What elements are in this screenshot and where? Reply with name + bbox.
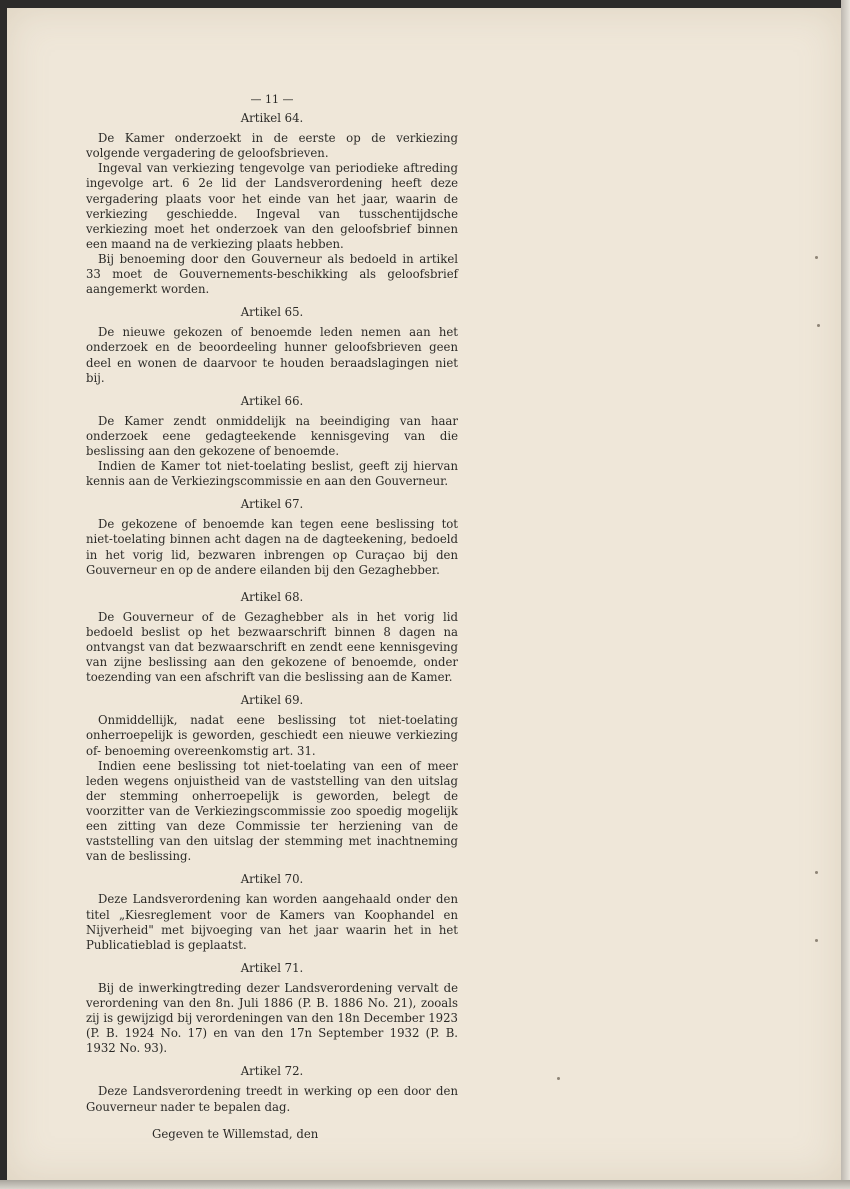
article-heading: Artikel 66. bbox=[240, 393, 304, 408]
paper-speck bbox=[815, 939, 818, 942]
article-paragraph: Bij de inwerkingtreding dezer Landsverordening vervalt de verordening van den 8n. Juli 1886 (P. B. 1886 No. 21), zooals zij is gewijzigd bij verordeningen van den 18n December 1923 (P. B. 1924 No. 17) en van den 17n September 1932 (P. B. 1932 No. 93). bbox=[86, 980, 458, 1056]
article-heading: Artikel 67. bbox=[240, 497, 304, 512]
article-heading: Artikel 70. bbox=[240, 872, 304, 887]
paper-speck bbox=[815, 256, 818, 259]
article-heading: Artikel 71. bbox=[240, 960, 304, 975]
article-paragraph: Ingeval van verkiezing tengevolge van periodieke aftreding ingevolge art. 6 2e lid der Landsverordening heeft deze vergadering plaats voor het einde van het jaar, waarin de verkiezing geschiedde. Ingeval van tusschentijdsche verkiezing moet het onderzoek van den geloofsbrief binnen een maand na de verkiezing plaats hebben. bbox=[86, 161, 458, 251]
article-heading: Artikel 64. bbox=[240, 111, 304, 126]
scanner-edge-bottom bbox=[0, 1180, 850, 1189]
article-heading: Artikel 65. bbox=[240, 305, 304, 320]
article-heading: Artikel 69. bbox=[240, 693, 304, 708]
article-paragraph: De Gouverneur of de Gezaghebber als in het vorig lid bedoeld beslist op het bezwaarschrift binnen 8 dagen na ontvangst van dat bezwaarschrift en zendt eene kennisgeving van zijne beslissing aan den gekozene of benoemde, onder toezending van een afschrift van die beslissing aan de Kamer. bbox=[86, 609, 458, 685]
article-paragraph: De Kamer onderzoekt in de eerste op de verkiezing volgende vergadering de geloofsbrieven. bbox=[86, 131, 458, 161]
article-paragraph: Deze Landsverordening kan worden aangehaald onder den titel „Kiesreglement voor de Kamers van Koophandel en Nijverheid" met bijvoeging van het jaar waarin het in het Publicatieblad is geplaatst. bbox=[86, 892, 458, 952]
article-paragraph: Onmiddellijk, nadat eene beslissing tot niet-toelating onherroepelijk is geworden, geschiedt een nieuwe verkiezing of- benoeming overeenkomstig art. 31. bbox=[86, 713, 458, 758]
article-heading: Artikel 68. bbox=[240, 589, 304, 604]
article-paragraph: Bij benoeming door den Gouverneur als bedoeld in artikel 33 moet de Gouvernements-beschikking als geloofsbrief aangemerkt worden. bbox=[86, 251, 458, 297]
article-paragraph: Indien eene beslissing tot niet-toelating van een of meer leden wegens onjuistheid van de vaststelling van den uitslag der stemming onherroepelijk is geworden, belegt de voorzitter van de Verkiezingscommissie zoo spoedig mogelijk een zitting van deze Commissie ter herziening van de vaststelling van den uitslag der stemming met inachtneming van de beslissing. bbox=[86, 758, 458, 864]
page-number: — 11 — bbox=[250, 93, 294, 106]
paper-speck bbox=[557, 1077, 560, 1080]
article-paragraph: De nieuwe gekozen of benoemde leden nemen aan het onderzoek en de beoordeeling hunner geloofsbrieven geen deel en wonen de daarvoor te houden beraadslagingen niet bij. bbox=[86, 325, 458, 385]
article-paragraph: Indien de Kamer tot niet-toelating beslist, geeft zij hiervan kennis aan de Verkiezingscommissie en aan den Gouverneur. bbox=[86, 459, 458, 489]
document-text bbox=[86, 92, 458, 1142]
article-heading: Artikel 72. bbox=[240, 1064, 304, 1079]
paper-speck bbox=[815, 871, 818, 874]
scanner-edge-right bbox=[841, 0, 850, 1189]
paper-speck bbox=[817, 324, 820, 327]
signature-line: Gegeven te Willemstad, den bbox=[152, 1126, 319, 1141]
article-paragraph: De Kamer zendt onmiddelijk na beeindiging van haar onderzoek eene gedagteekende kennisgeving van die beslissing aan den gekozene of benoemde. bbox=[86, 413, 458, 458]
article-paragraph: De gekozene of benoemde kan tegen eene beslissing tot niet-toelating binnen acht dagen na de dagteekening, bedoeld in het vorig lid, bezwaren inbrengen op Curaçao bij den Gouverneur en op de andere eilanden bij den Gezaghebber. bbox=[86, 517, 458, 577]
article-paragraph: Deze Landsverordening treedt in werking op een door den Gouverneur nader te bepalen dag. bbox=[86, 1084, 458, 1114]
